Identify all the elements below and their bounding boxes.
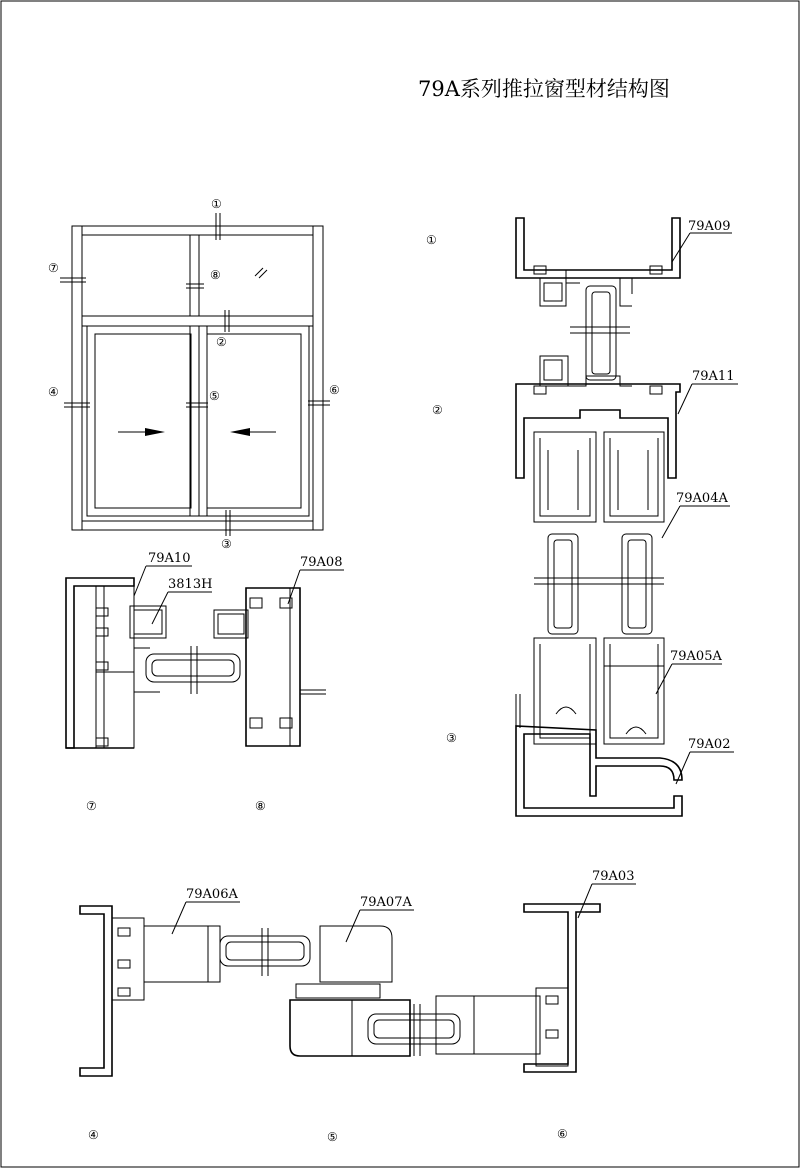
marker-3: ③ <box>221 537 232 551</box>
marker-7: ⑦ <box>48 261 59 275</box>
label-3813H: 3813H <box>168 577 213 592</box>
label-79A10: 79A10 <box>148 551 191 566</box>
marker-5: ⑤ <box>209 389 220 403</box>
label-79A11: 79A11 <box>692 369 735 384</box>
section-marker-5: ⑤ <box>327 1130 338 1144</box>
marker-4: ④ <box>48 385 59 399</box>
label-79A02: 79A02 <box>688 737 731 752</box>
label-79A09: 79A09 <box>688 219 731 234</box>
horizontal-section <box>80 904 600 1076</box>
label-79A04A: 79A04A <box>676 491 728 506</box>
section-marker-8: ⑧ <box>255 799 266 813</box>
section-marker-7: ⑦ <box>86 799 97 813</box>
marker-8: ⑧ <box>210 268 221 282</box>
label-79A06A: 79A06A <box>186 887 238 902</box>
vertical-section <box>516 218 682 816</box>
section-marker-3: ③ <box>446 731 457 745</box>
marker-2: ② <box>216 335 227 349</box>
label-79A03: 79A03 <box>592 869 635 884</box>
label-79A07A: 79A07A <box>360 895 412 910</box>
label-79A05A: 79A05A <box>670 649 722 664</box>
drawing-title: 79A系列推拉窗型材结构图 <box>418 77 670 101</box>
section-marker-4: ④ <box>88 1128 99 1142</box>
window-elevation <box>60 213 330 536</box>
section-marker-2: ② <box>432 403 443 417</box>
sheet-border <box>1 1 799 1167</box>
section-7-8 <box>66 578 326 748</box>
marker-1: ① <box>211 197 222 211</box>
section-marker-1: ① <box>426 233 437 247</box>
section-marker-6: ⑥ <box>557 1127 568 1141</box>
label-79A08: 79A08 <box>300 555 343 570</box>
marker-6: ⑥ <box>329 383 340 397</box>
